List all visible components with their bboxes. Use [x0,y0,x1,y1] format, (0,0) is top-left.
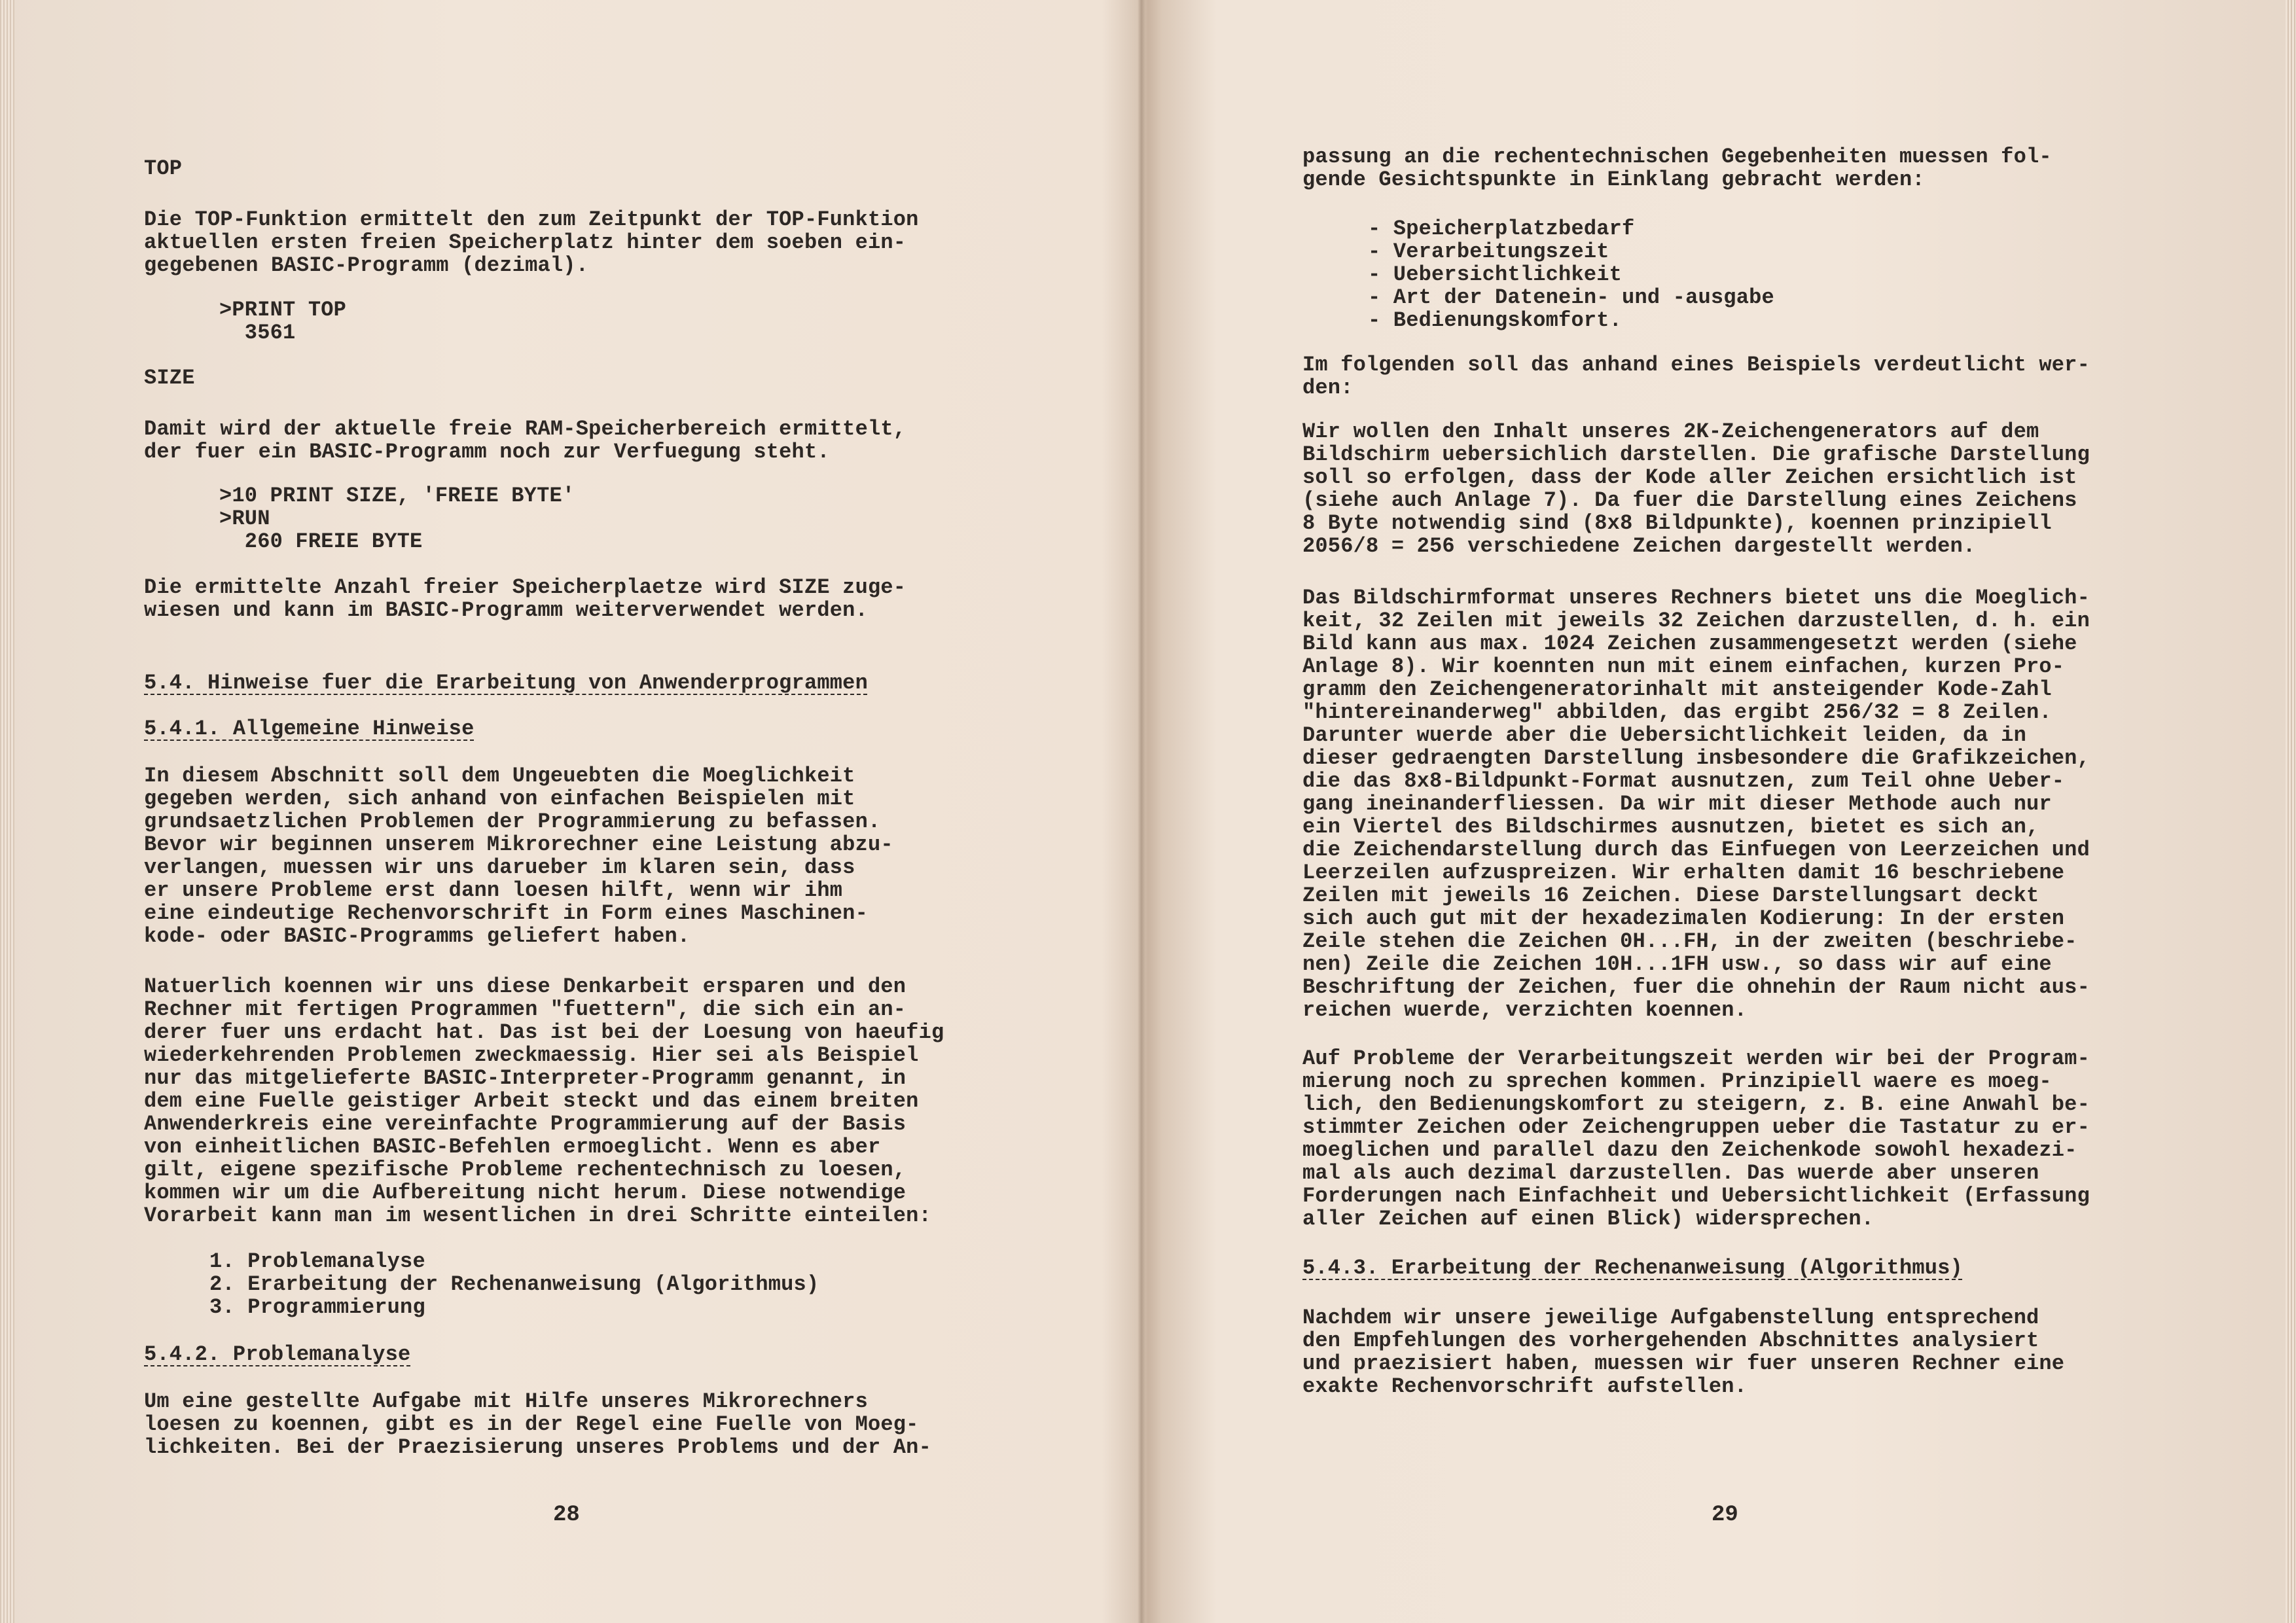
page-number-right: 29 [1712,1503,1738,1527]
code-print-size: >10 PRINT SIZE, 'FREIE BYTE' >RUN 260 FREIE BYTE [219,484,575,554]
paragraph-size-after: Die ermittelte Anzahl freier Speicherplaetze wird SIZE zuge- wiesen und kann im BASIC-Programm weiterverwendet werden. [144,575,906,622]
paragraph-general-2: Natuerlich koennen wir uns diese Denkarbeit ersparen und den Rechner mit fertigen Programmen "fuettern", die sich ein an- derer fuer uns erdacht hat. Das ist bei der Loesung von haeufig wiederkehrenden Problemen zweckmaessig. Hier sei als Beispiel nur das mitgelieferte BASIC-Interpreter-Programm genannt, in dem eine Fuelle geistiger Arbeit steckt und das einem breiten Anwenderkreis eine vereinfachte Programmierung auf der Basis von einheitlichen BASIC-Befehlen ermoeglicht. Wenn es aber gilt, eigene spezifische Probleme rechentechnisch zu loesen, kommen wir um die Aufbereitung nicht herum. Diese notwendige Vorarbeit kann man im wesentlichen in drei Schritte einteilen: [144,974,944,1228]
section-heading-5-4-3: 5.4.3. Erarbeitung der Rechenanweisung (Algorithmus) [1302,1256,1963,1280]
book-gutter [1138,0,1145,1623]
right-page [1302,0,2193,1623]
paragraph-screen-format: Das Bildschirmformat unseres Rechners bietet uns die Moeglich- keit, 32 Zeilen mit jeweils 32 Zeichen darzustellen, d. h. ein Bild kann aus max. 1024 Zeichen zusammengesetzt werden (siehe Anlage 8). Wir koennten nun mit einem einfachen, kurzen Pro- gramm den Zeichengeneratorinhalt mit ansteigender Kode-Zahl "hintereinanderweg" abbilden, das ergibt 256/32 = 8 Zeilen. Darunter wuerde aber die Uebersichtlichkeit leiden, da in dieser gedraengten Darstellung insbesondere die Grafikzeichen, die das 8x8-Bildpunkt-Format ausnutzen, zum Teil ohne Ueber- gang ineinanderfliessen. Da wir mit dieser Methode auch nur ein Viertel des Bildschirmes ausnutzen, bietet es sich an, die Zeichendarstellung durch das Einfuegen von Leerzeichen und Leerzeilen aufzuspreizen. Wir erhalten damit 16 beschriebene Zeilen mit jeweils 16 Zeichen. Diese Darstellungsart deckt sich auch gut mit der hexadezimalen Kodierung: In der ersten Zeile stehen die Zeichen 0H...FH, in der zweiten (beschriebe- nen) Zeile die Zeichen 10H...1FH usw., so dass wir auf eine Beschriftung der Zeichen, fuer die ohnehin der Raum nicht aus- reichen wuerde, verzichten koennen. [1302,586,2090,1022]
paragraph-character-generator: Wir wollen den Inhalt unseres 2K-Zeichengenerators auf dem Bildschirm uebersichlich darstellen. Die grafische Darstellung soll so erfolgen, dass der Kode aller Zeichen ersichtlich ist (siehe auch Anlage 7). Da fuer die Darstellung eines Zeichens 8 Byte notwendig sind (8x8 Bildpunkte), koennen prinzipiell 2056/8 = 256 verschiedene Zeichen dargestellt werden. [1302,419,2090,558]
steps-list: 1. Problemanalyse 2. Erarbeitung der Rechenanweisung (Algorithmus) 3. Programmierung [209,1249,819,1319]
paragraph-problem-analysis: Um eine gestellte Aufgabe mit Hilfe unseres Mikrorechners loesen zu koennen, gibt es in der Regel eine Fuelle von Moeg- lichkeiten. Bei der Praezisierung unseres Problems und der An- [144,1389,931,1459]
paragraph-processing-time: Auf Probleme der Verarbeitungszeit werden wir bei der Program- mierung noch zu sprechen kommen. Prinzipiell waere es moeg- lich, den Bedienungskomfort zu steigern, z. B. eine Anwahl be- stimmter Zeichen oder Zeichengruppen ueber die Tastatur zu er- moeglichen und parallel dazu den Zeichenkode sowohl hexadezi- mal als auch dezimal darzustellen. Das wuerde aber unseren Forderungen nach Einfachheit und Uebersichtlichkeit (Erfassung aller Zeichen auf einen Blick) widersprechen. [1302,1046,2090,1231]
heading-size: SIZE [144,366,195,390]
section-heading-5-4: 5.4. Hinweise fuer die Erarbeitung von Anwenderprogrammen [144,671,868,695]
paragraph-top: Die TOP-Funktion ermittelt den zum Zeitpunkt der TOP-Funktion aktuellen ersten freien Speicherplatz hinter dem soeben ein- gegebenen BASIC-Programm (dezimal). [144,207,919,277]
left-page [144,0,1073,1623]
page-edges-left [0,0,14,1623]
heading-top: TOP [144,156,183,181]
paragraph-example: Im folgenden soll das anhand eines Beispiels verdeutlicht wer- den: [1302,353,2090,400]
code-print-top: >PRINT TOP 3561 [219,298,347,345]
paragraph-continuation: passung an die rechentechnischen Gegebenheiten muessen fol- gende Gesichtspunkte in Einklang gebracht werden: [1302,145,2052,192]
page-number-left: 28 [553,1503,580,1527]
aspects-list: - Speicherplatzbedarf - Verarbeitungszeit - Uebersichtlichkeit - Art der Datenein- und -ausgabe - Bedienungskomfort. [1368,217,1774,332]
paragraph-size: Damit wird der aktuelle freie RAM-Speicherbereich ermittelt, der fuer ein BASIC-Programm noch zur Verfuegung steht. [144,417,906,464]
paragraph-general-1: In diesem Abschnitt soll dem Ungeuebten die Moeglichkeit gegeben werden, sich anhand von einfachen Beispielen mit grundsaetzlichen Problemen der Programmierung zu befassen. Bevor wir beginnen unserem Mikrorechner eine Leistung abzu- verlangen, muessen wir uns darueber im klaren sein, dass er unsere Probleme erst dann loesen hilft, wenn wir ihm eine eindeutige Rechenvorschrift in Form eines Maschinen- kode- oder BASIC-Programms geliefert haben. [144,764,893,948]
paragraph-algorithm: Nachdem wir unsere jeweilige Aufgabenstellung entsprechend den Empfehlungen des vorhergehenden Abschnittes analysiert und praezisiert haben, muessen wir fuer unseren Rechner eine exakte Rechenvorschrift aufstellen. [1302,1306,2065,1399]
page-edges-right [2286,0,2296,1623]
section-heading-5-4-2: 5.4.2. Problemanalyse [144,1342,411,1366]
section-heading-5-4-1: 5.4.1. Allgemeine Hinweise [144,717,475,741]
